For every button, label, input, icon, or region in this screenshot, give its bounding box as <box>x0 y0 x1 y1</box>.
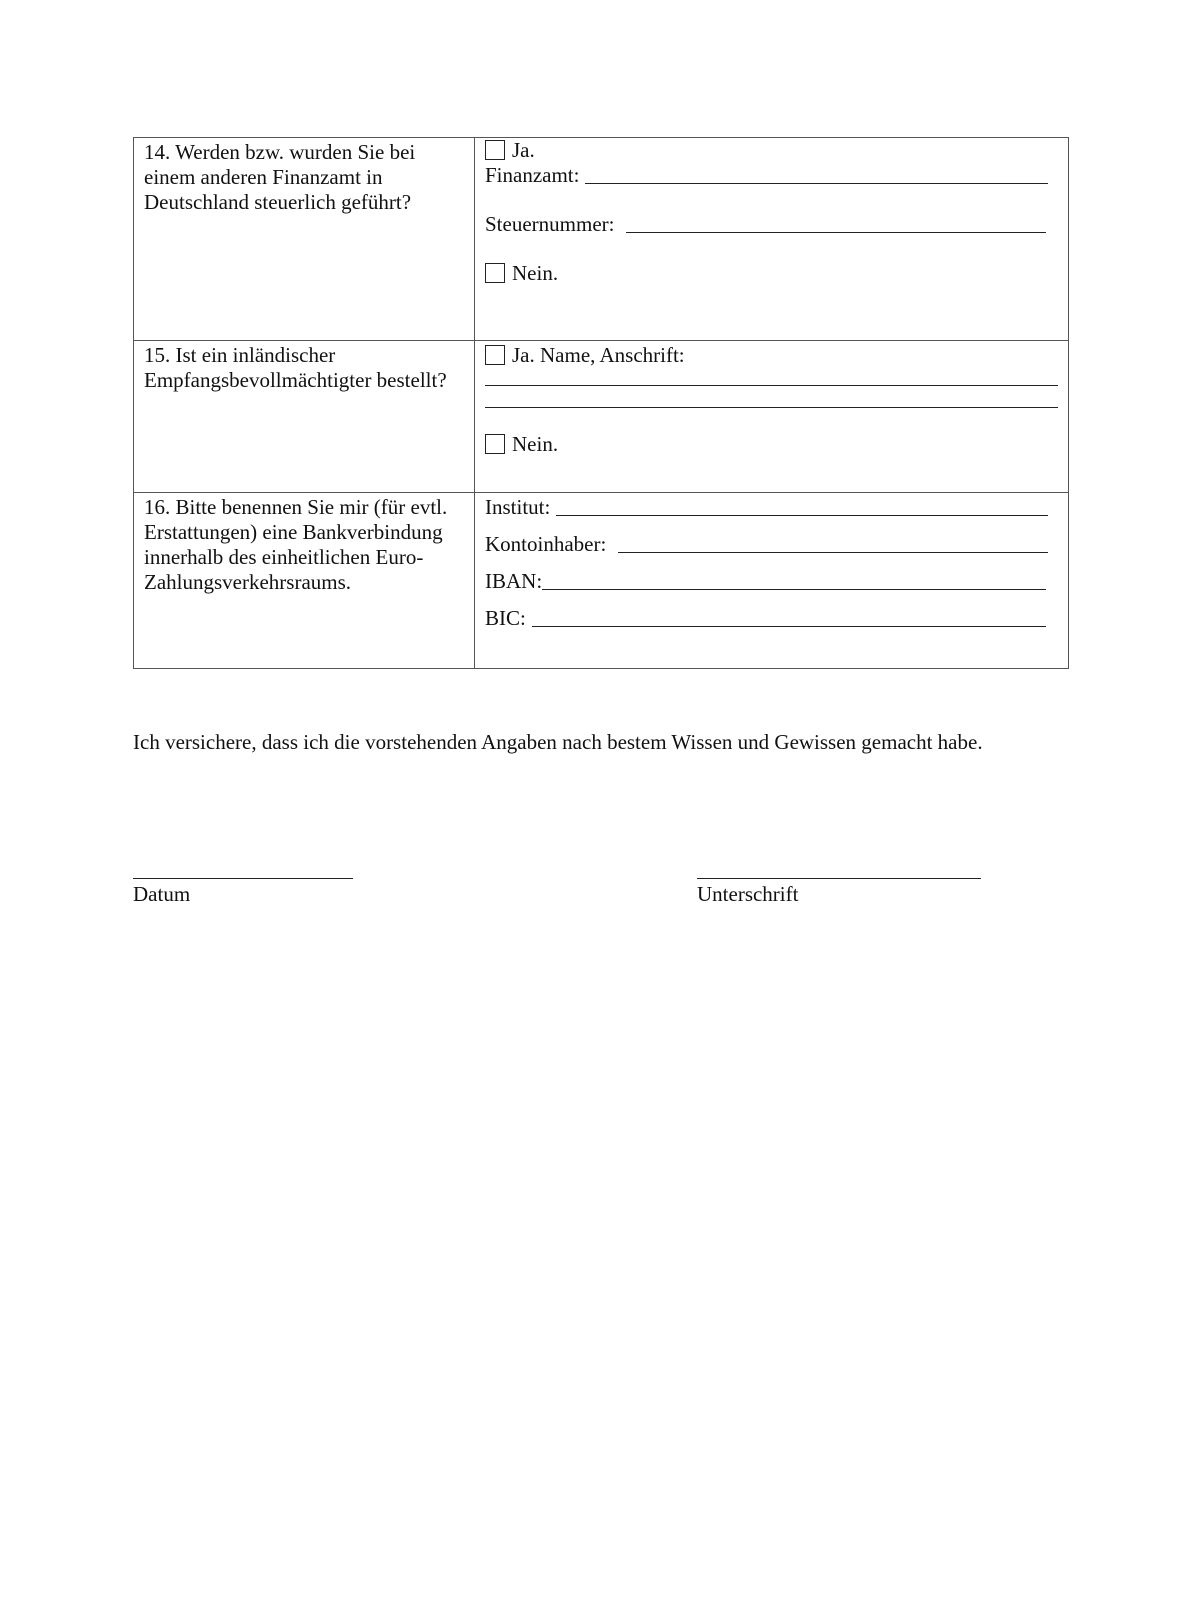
field-bic <box>485 606 1058 631</box>
field-bic-line[interactable] <box>532 608 1046 627</box>
address-line-1-rule[interactable] <box>485 367 1058 386</box>
checkbox-14-yes[interactable] <box>485 140 505 160</box>
date-line[interactable] <box>133 858 353 879</box>
field-finanzamt-line[interactable] <box>585 165 1048 184</box>
table-row-15 <box>134 341 1069 493</box>
field-institut-line[interactable] <box>556 497 1048 516</box>
checkbox-15-yes[interactable] <box>485 345 505 365</box>
option-14-yes <box>485 138 1058 163</box>
field-institut <box>485 495 1058 520</box>
option-14-yes-label: Ja. <box>512 138 535 162</box>
field-institut-label: Institut: <box>485 495 551 519</box>
field-finanzamt-label: Finanzamt: <box>485 163 580 187</box>
signature-line[interactable] <box>697 858 981 879</box>
field-bic-label: BIC: <box>485 606 526 630</box>
signature-label: Unterschrift <box>697 882 799 906</box>
field-iban-line[interactable] <box>542 571 1046 590</box>
field-kontoinhaber <box>485 532 1058 557</box>
table-row-14 <box>134 138 1069 341</box>
question-14-text: 14. Werden bzw. wurden Sie bei einem anderen Finanzamt in Deutschland steuerlich geführt? <box>144 140 416 214</box>
question-cell-15 <box>134 341 475 493</box>
checkbox-15-no[interactable] <box>485 434 505 454</box>
field-steuernummer-line[interactable] <box>626 214 1046 233</box>
address-line-1 <box>485 368 1058 390</box>
table-row-16 <box>134 493 1069 669</box>
question-15-text: 15. Ist ein inländischer Empfangsbevollmächtigter bestellt? <box>144 343 447 392</box>
field-steuernummer <box>485 212 1058 237</box>
field-steuernummer-label: Steuernummer: <box>485 212 615 236</box>
address-line-2 <box>485 390 1058 412</box>
answer-cell-14 <box>475 138 1069 341</box>
option-15-yes-label: Ja. Name, Anschrift: <box>512 343 685 367</box>
answer-cell-15 <box>475 341 1069 493</box>
question-16-text: 16. Bitte benennen Sie mir (für evtl. Erstattungen) eine Bankverbindung innerhalb des einheitlichen Euro-Zahlungsverkehrsraums. <box>144 495 448 594</box>
declaration-text: Ich versichere, dass ich die vorstehenden Angaben nach bestem Wissen und Gewissen gemacht habe. <box>133 730 983 754</box>
questionnaire-table <box>133 137 1069 669</box>
option-15-no <box>485 432 1058 457</box>
answer-cell-16 <box>475 493 1069 669</box>
field-iban <box>485 569 1058 594</box>
option-14-no <box>485 261 1058 286</box>
date-label: Datum <box>133 882 191 906</box>
field-finanzamt <box>485 163 1058 188</box>
option-15-no-label: Nein. <box>512 432 559 456</box>
field-kontoinhaber-line[interactable] <box>618 534 1048 553</box>
address-line-2-rule[interactable] <box>485 389 1058 408</box>
option-14-no-label: Nein. <box>512 261 559 285</box>
question-cell-16 <box>134 493 475 669</box>
checkbox-14-no[interactable] <box>485 263 505 283</box>
field-iban-label: IBAN: <box>485 569 543 593</box>
signature-block <box>697 858 981 907</box>
date-signature-block <box>133 858 353 907</box>
option-15-yes <box>485 343 1058 368</box>
question-cell-14 <box>134 138 475 341</box>
field-kontoinhaber-label: Kontoinhaber: <box>485 532 607 556</box>
